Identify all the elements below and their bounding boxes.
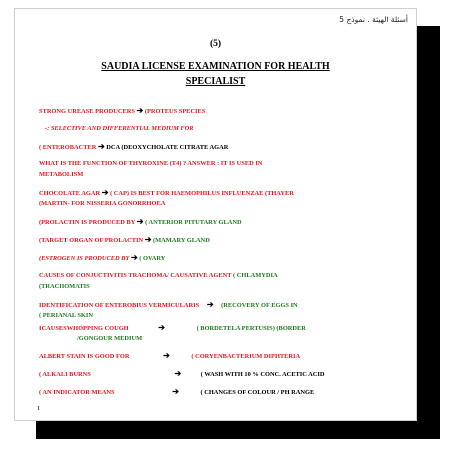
answer-target: (MAMARY GLAND bbox=[153, 237, 210, 244]
arrow-icon: ➔ bbox=[174, 369, 182, 378]
question-chocolate: CHOCOLATE AGAR bbox=[39, 190, 101, 197]
item-indicator bbox=[39, 386, 406, 398]
question-estrogen: (ESTROGEN IS PRODUCED BY bbox=[39, 255, 130, 262]
arrow-icon: ➔ bbox=[136, 106, 144, 115]
arrow-icon: ➔ bbox=[144, 235, 152, 244]
item-conjunctivitis-cont: (TRACHOMATIS bbox=[39, 283, 90, 290]
answer-indicator: ( CHANGES OF COLOUR / PH RANGE bbox=[200, 389, 315, 396]
document-page bbox=[14, 8, 417, 421]
arrow-icon: ➔ bbox=[158, 323, 165, 332]
arrow-icon: ➔ bbox=[97, 142, 105, 151]
item-thyroxine-cont: METABOLISM bbox=[39, 171, 84, 178]
answer-alkali: ( WASH WITH 10 % CONC. ACETIC ACID bbox=[200, 371, 325, 378]
arrow-icon: ➔ bbox=[206, 300, 214, 309]
arrow-icon: ➔ bbox=[130, 253, 138, 262]
question-target: (TARGET ORGAN OF PROLACTIN bbox=[39, 237, 144, 244]
title-line-1: SAUDIA LICENSE EXAMINATION FOR HEALTH bbox=[101, 61, 330, 72]
question-albert: ALBERT STAIN IS GOOD FOR bbox=[39, 353, 130, 360]
arrow-icon: ➔ bbox=[101, 188, 109, 197]
item-whooping-cont: /GONGOUR MEDIUM bbox=[77, 335, 143, 342]
answer-conjunctivitis: ( CHLAMYDIA bbox=[233, 272, 278, 279]
question-indicator: ( AN INDICATOR MEANS bbox=[39, 389, 115, 396]
answer-chocolate: ( CAP) IS BEST FOR HAEMOPHILUS INFLUENZAE (THAYER bbox=[110, 190, 294, 197]
item-target bbox=[39, 234, 406, 246]
item-conjunctivitis bbox=[39, 270, 406, 281]
answer-prolactin: ( ANTERIOR PITUTARY GLAND bbox=[145, 219, 242, 226]
item-albert bbox=[39, 350, 406, 362]
item-thyroxine: WHAT IS THE FUNCTION OF THYROXINE (T4) ? ANSWER : IT IS USED IN bbox=[39, 160, 263, 167]
answer-whooping: ( BORDETELA PERTUSIS) (BORDER bbox=[196, 325, 306, 332]
question-urease: STRONG UREASE PRODUCERS bbox=[39, 108, 135, 115]
exam-number: (5) bbox=[209, 39, 222, 49]
document-title bbox=[35, 59, 396, 89]
title-line-2: SPECIALIST bbox=[185, 76, 246, 87]
question-enterobacter: ( ENTEROBACTER bbox=[39, 144, 97, 151]
question-conjunctivitis: CAUSES OF CONJUCTIVITIS TRACHOMA/ CAUSATIVE AGENT bbox=[39, 272, 232, 279]
item-prolactin bbox=[39, 216, 406, 228]
answer-albert: ( CORYENBACTERIUM DIPHTERIA bbox=[191, 353, 301, 360]
answer-enterobius: (RECOVERY OF EGGS IN bbox=[221, 302, 298, 309]
question-enterobius: IDENTIFICATION OF ENTEROBIUS VERMICULARIS bbox=[39, 302, 200, 309]
item-selective: -: SELECTIVE AND DIFFERENTIAL MEDIUM FOR bbox=[45, 125, 194, 132]
item-enterobius-cont: ( PERIANAL SKIN bbox=[39, 312, 93, 319]
item-enterobacter bbox=[39, 141, 406, 153]
answer-estrogen: ( OVARY bbox=[139, 255, 166, 262]
item-chocolate-cont: (MARTIN- FOR NISSERIA GONORRHOEA bbox=[39, 200, 166, 207]
question-prolactin: (PROLACTIN IS PRODUCED BY bbox=[39, 219, 136, 226]
arrow-icon: ➔ bbox=[172, 387, 179, 396]
arrow-icon: ➔ bbox=[136, 217, 144, 226]
answer-enterobacter: DCA (DEOXYCHOLATE CITRATE AGAR bbox=[106, 144, 229, 151]
answer-urease: (PROTEUS SPECIES bbox=[144, 108, 206, 115]
question-alkali: ( ALKALI BURNS bbox=[39, 371, 91, 378]
page-number: 1 bbox=[37, 405, 41, 412]
question-whooping: ICAUSESWHOPPING COUGH bbox=[39, 325, 129, 332]
arrow-icon: ➔ bbox=[163, 351, 170, 360]
item-urease bbox=[39, 105, 406, 117]
item-estrogen bbox=[39, 252, 406, 264]
arabic-header: أسئلة الهيئة . نموذج 5 bbox=[339, 15, 408, 24]
item-alkali bbox=[39, 368, 406, 380]
